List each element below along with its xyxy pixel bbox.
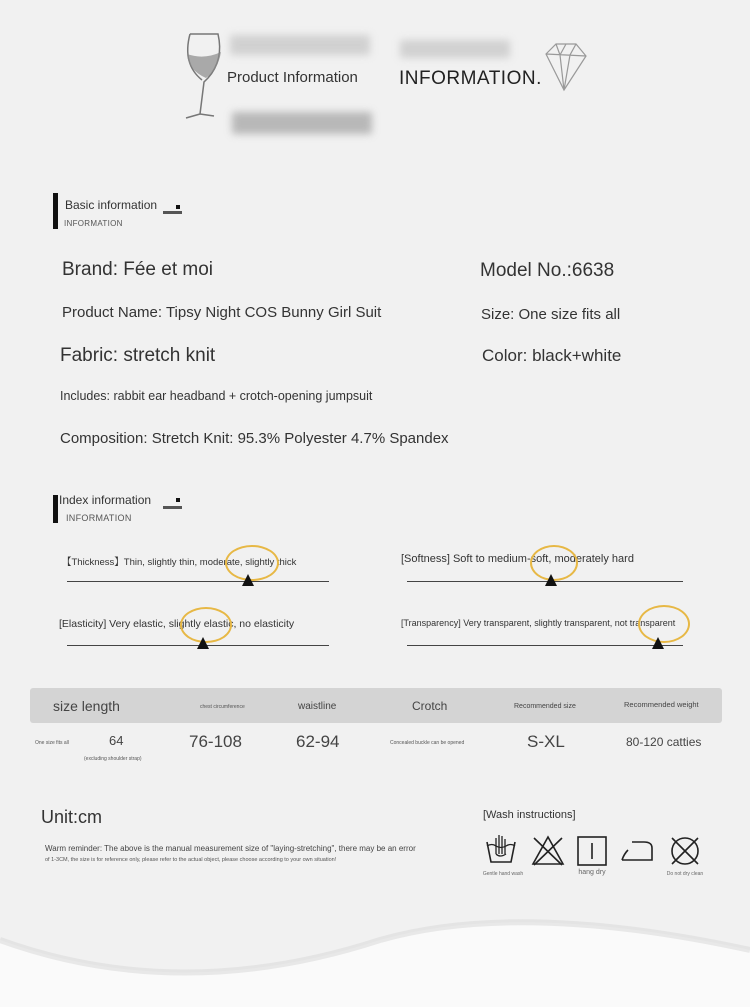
row-waist: 62-94 [296, 732, 340, 751]
basic-section-title: Basic information [65, 198, 158, 212]
thickness-marker [242, 574, 254, 586]
row-crotch: Concealed buckle can be opened [390, 740, 465, 746]
product-name: Product Name: Tipsy Night COS Bunny Girl Suit [62, 304, 382, 321]
header-title: Product Information [227, 69, 358, 86]
thickness-scale [67, 581, 329, 582]
elasticity-label: [Elasticity] Very elastic, slightly elastic, no elasticity [59, 618, 295, 630]
reminder-line-1: Warm reminder: The above is the manual measurement size of "laying-stretching", there may be an error [45, 844, 416, 853]
transparency-scale [407, 645, 683, 646]
section-decor [163, 506, 182, 509]
softness-marker [545, 574, 557, 586]
softness-label: [Softness] Soft to medium-soft, moderately hard [401, 553, 634, 565]
diamond-icon [538, 38, 590, 94]
size-info: Size: One size fits all [481, 306, 621, 323]
row-chest: 76-108 [189, 732, 242, 751]
composition: Composition: Stretch Knit: 95.3% Polyester 4.7% Spandex [60, 430, 449, 447]
row-length: 64 [109, 733, 124, 748]
transparency-marker [652, 637, 664, 649]
iron-icon [620, 834, 654, 868]
wash-caption: Gentle hand wash [482, 871, 524, 877]
hand-wash-icon [484, 832, 518, 866]
no-bleach-icon [531, 834, 565, 868]
col-rec-size: Recommended size [514, 703, 576, 710]
reminder-line-2: of 1-3CM, the size is for reference only, please refer to the actual object, please choose according to your own situation! [45, 857, 337, 863]
section-dot [176, 205, 180, 209]
section-decor [163, 211, 182, 214]
no-dry-clean-icon [668, 834, 702, 868]
row-size: S-XL [527, 732, 565, 751]
section-bar [53, 495, 58, 523]
wine-glass-icon [178, 30, 228, 122]
fabric: Fabric: stretch knit [60, 345, 216, 366]
elasticity-marker [197, 637, 209, 649]
model-number: Model No.:6638 [480, 260, 615, 281]
index-section-title: Index information [59, 493, 152, 507]
index-section-sub: INFORMATION [66, 513, 132, 523]
wash-title: [Wash instructions] [483, 809, 576, 821]
row-weight: 80-120 catties [626, 735, 702, 749]
unit: Unit:cm [41, 807, 103, 827]
section-dot [176, 498, 180, 502]
wash-caption: Do not dry clean [666, 871, 704, 877]
thickness-label: 【Thickness】Thin, slightly thin, moderate, slightly thick [62, 557, 297, 568]
col-size-length: size length [53, 698, 120, 714]
wash-caption: hang dry [578, 869, 606, 876]
header [0, 0, 750, 150]
header-big-title: INFORMATION. [399, 68, 542, 89]
bottom-wave [0, 910, 750, 1007]
col-waistline: waistline [298, 701, 337, 712]
col-chest: chest circumference [200, 704, 245, 710]
size-table-header [30, 688, 722, 723]
row-length-note: (excluding shoulder strap) [84, 756, 142, 762]
col-rec-weight: Recommended weight [624, 700, 699, 709]
transparency-label: [Transparency] Very transparent, slightly transparent, not transparent [401, 618, 676, 628]
hang-dry-icon [575, 834, 609, 868]
includes: Includes: rabbit ear headband + crotch-opening jumpsuit [60, 389, 373, 403]
section-bar [53, 193, 58, 229]
brand: Brand: Fée et moi [62, 259, 214, 280]
basic-section-sub: INFORMATION [64, 219, 123, 228]
col-crotch: Crotch [412, 699, 448, 713]
row-label: One size fits all [35, 740, 69, 746]
color: Color: black+white [482, 346, 622, 365]
